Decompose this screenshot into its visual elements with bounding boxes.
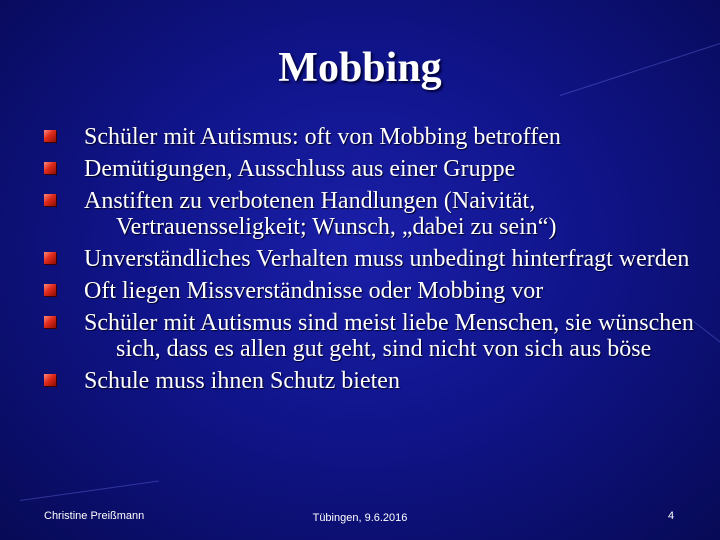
slide-title: Mobbing — [278, 45, 442, 91]
bullet-text: Demütigungen, Ausschluss aus einer Gruppe — [84, 156, 516, 182]
bullet-item — [44, 156, 694, 182]
bullet-item — [44, 368, 694, 394]
footer-author: Christine Preißmann — [44, 510, 145, 522]
bullet-text: Schule muss ihnen Schutz bieten — [84, 368, 400, 394]
bullet-text: Oft liegen Missverständnisse oder Mobbing vor — [84, 278, 544, 304]
bullet-text: Schüler mit Autismus sind meist liebe Menschen, sie wünschen sich, dass es allen gut geht, sind nicht von sich aus böse — [84, 310, 694, 362]
footer-place-date: Tübingen, 9.6.2016 — [312, 512, 408, 524]
bullet-item — [44, 278, 694, 304]
background-streak — [20, 481, 159, 501]
bullet-text: Anstiften zu verbotenen Handlungen (Naivität, Vertrauensseligkeit; Wunsch, „dabei zu sein“) — [84, 188, 557, 240]
bullet-text: Schüler mit Autismus: oft von Mobbing betroffen — [84, 124, 561, 150]
red-square-bullet-icon — [44, 252, 56, 264]
red-square-bullet-icon — [44, 162, 56, 174]
red-square-bullet-icon — [44, 130, 56, 142]
red-square-bullet-icon — [44, 284, 56, 296]
red-square-bullet-icon — [44, 374, 56, 386]
red-square-bullet-icon — [44, 194, 56, 206]
background-streak — [690, 318, 720, 343]
bullet-item — [44, 310, 694, 362]
footer-page-number: 4 — [668, 510, 675, 522]
bullet-item — [44, 124, 694, 150]
bullet-item — [44, 246, 694, 272]
bullet-item — [44, 188, 694, 240]
bullet-text: Unverständliches Verhalten muss unbedingt hinterfragt werden — [84, 246, 690, 272]
bullet-list — [44, 124, 694, 400]
red-square-bullet-icon — [44, 316, 56, 328]
